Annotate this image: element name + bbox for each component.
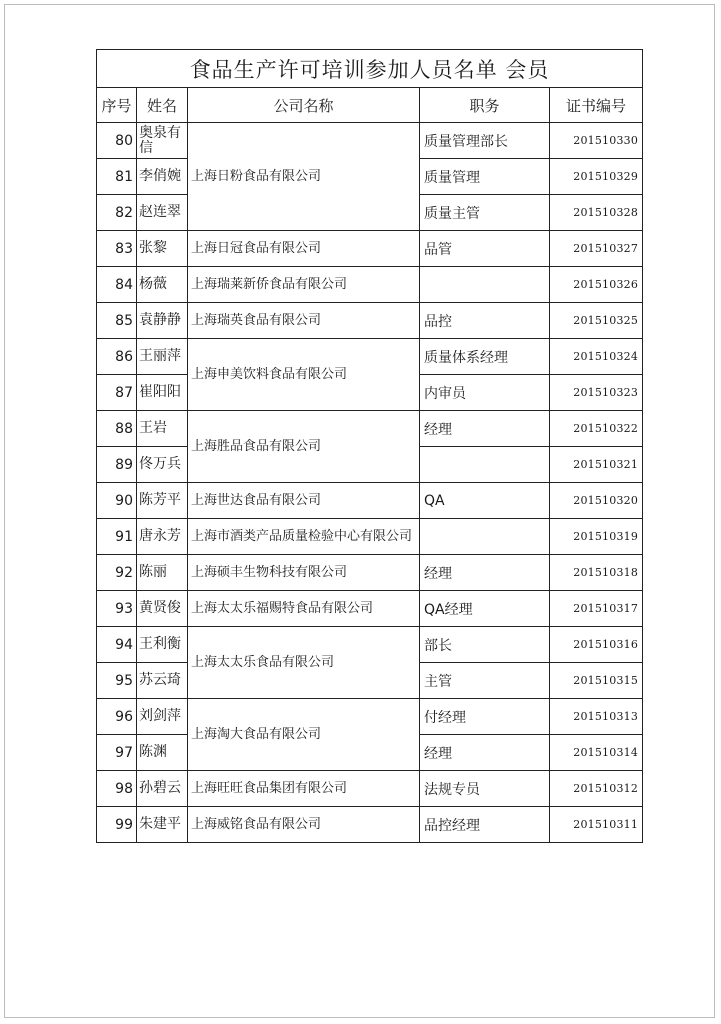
job-position: 质量体系经理 xyxy=(420,339,550,375)
certificate-number: 201510314 xyxy=(550,735,643,771)
table-row xyxy=(97,231,643,267)
company-name: 上海日冠食品有限公司 xyxy=(188,231,420,267)
job-position: 品管 xyxy=(420,231,550,267)
header-row xyxy=(97,88,643,123)
job-position xyxy=(420,267,550,303)
person-name: 苏云琦 xyxy=(137,663,188,699)
company-name: 上海日粉食品有限公司 xyxy=(188,123,420,231)
company-name: 上海太太乐食品有限公司 xyxy=(188,627,420,699)
row-number: 92 xyxy=(97,555,137,591)
job-position: 质量管理 xyxy=(420,159,550,195)
row-number: 96 xyxy=(97,699,137,735)
row-number: 83 xyxy=(97,231,137,267)
person-name: 孙碧云 xyxy=(137,771,188,807)
row-number: 87 xyxy=(97,375,137,411)
certificate-number: 201510313 xyxy=(550,699,643,735)
job-position xyxy=(420,519,550,555)
row-number: 84 xyxy=(97,267,137,303)
row-number: 99 xyxy=(97,807,137,843)
certificate-number: 201510321 xyxy=(550,447,643,483)
header-certificate: 证书编号 xyxy=(550,88,643,123)
person-name: 崔阳阳 xyxy=(137,375,188,411)
job-position: 质量主管 xyxy=(420,195,550,231)
job-position: 经理 xyxy=(420,411,550,447)
job-position: 部长 xyxy=(420,627,550,663)
row-number: 89 xyxy=(97,447,137,483)
table-row xyxy=(97,339,643,375)
job-position: 付经理 xyxy=(420,699,550,735)
company-name: 上海太太乐福赐特食品有限公司 xyxy=(188,591,420,627)
person-name: 陈渊 xyxy=(137,735,188,771)
person-name: 刘剑萍 xyxy=(137,699,188,735)
roster-table xyxy=(96,49,643,843)
row-number: 91 xyxy=(97,519,137,555)
certificate-number: 201510318 xyxy=(550,555,643,591)
certificate-number: 201510326 xyxy=(550,267,643,303)
certificate-number: 201510322 xyxy=(550,411,643,447)
certificate-number: 201510312 xyxy=(550,771,643,807)
job-position: 法规专员 xyxy=(420,771,550,807)
roster-body xyxy=(97,123,643,843)
job-position: 主管 xyxy=(420,663,550,699)
header-name: 姓名 xyxy=(137,88,188,123)
certificate-number: 201510329 xyxy=(550,159,643,195)
header-no: 序号 xyxy=(97,88,137,123)
table-row xyxy=(97,699,643,735)
certificate-number: 201510330 xyxy=(550,123,643,159)
job-position: 品控经理 xyxy=(420,807,550,843)
document-title: 食品生产许可培训参加人员名单 会员 xyxy=(97,50,643,88)
certificate-number: 201510324 xyxy=(550,339,643,375)
table-row xyxy=(97,519,643,555)
person-name: 张黎 xyxy=(137,231,188,267)
person-name: 佟万兵 xyxy=(137,447,188,483)
table-row xyxy=(97,807,643,843)
header-position: 职务 xyxy=(420,88,550,123)
company-name: 上海瑞莱新侨食品有限公司 xyxy=(188,267,420,303)
job-position: 质量管理部长 xyxy=(420,123,550,159)
company-name: 上海申美饮料食品有限公司 xyxy=(188,339,420,411)
certificate-number: 201510311 xyxy=(550,807,643,843)
certificate-number: 201510328 xyxy=(550,195,643,231)
job-position: 经理 xyxy=(420,735,550,771)
table-row xyxy=(97,591,643,627)
person-name: 赵连翠 xyxy=(137,195,188,231)
certificate-number: 201510319 xyxy=(550,519,643,555)
table-row xyxy=(97,771,643,807)
certificate-number: 201510320 xyxy=(550,483,643,519)
header-company: 公司名称 xyxy=(188,88,420,123)
job-position xyxy=(420,447,550,483)
row-number: 85 xyxy=(97,303,137,339)
person-name: 奥泉有信 xyxy=(137,123,188,159)
row-number: 90 xyxy=(97,483,137,519)
company-name: 上海旺旺食品集团有限公司 xyxy=(188,771,420,807)
job-position: QA xyxy=(420,483,550,519)
row-number: 97 xyxy=(97,735,137,771)
person-name: 袁静静 xyxy=(137,303,188,339)
row-number: 80 xyxy=(97,123,137,159)
job-position: 经理 xyxy=(420,555,550,591)
table-row xyxy=(97,123,643,159)
row-number: 98 xyxy=(97,771,137,807)
row-number: 88 xyxy=(97,411,137,447)
row-number: 93 xyxy=(97,591,137,627)
row-number: 95 xyxy=(97,663,137,699)
table-row xyxy=(97,303,643,339)
table-row xyxy=(97,555,643,591)
person-name: 陈丽 xyxy=(137,555,188,591)
certificate-number: 201510327 xyxy=(550,231,643,267)
person-name: 王丽萍 xyxy=(137,339,188,375)
person-name: 陈芳平 xyxy=(137,483,188,519)
certificate-number: 201510323 xyxy=(550,375,643,411)
person-name: 朱建平 xyxy=(137,807,188,843)
company-name: 上海市酒类产品质量检验中心有限公司 xyxy=(188,519,420,555)
company-name: 上海世达食品有限公司 xyxy=(188,483,420,519)
table-row xyxy=(97,627,643,663)
company-name: 上海淘大食品有限公司 xyxy=(188,699,420,771)
certificate-number: 201510316 xyxy=(550,627,643,663)
certificate-number: 201510315 xyxy=(550,663,643,699)
person-name: 王利衡 xyxy=(137,627,188,663)
company-name: 上海硕丰生物科技有限公司 xyxy=(188,555,420,591)
job-position: QA经理 xyxy=(420,591,550,627)
job-position: 内审员 xyxy=(420,375,550,411)
row-number: 94 xyxy=(97,627,137,663)
certificate-number: 201510325 xyxy=(550,303,643,339)
person-name: 唐永芳 xyxy=(137,519,188,555)
table-row xyxy=(97,267,643,303)
job-position: 品控 xyxy=(420,303,550,339)
person-name: 黄贤俊 xyxy=(137,591,188,627)
table-row xyxy=(97,411,643,447)
certificate-number: 201510317 xyxy=(550,591,643,627)
person-name: 杨薇 xyxy=(137,267,188,303)
row-number: 86 xyxy=(97,339,137,375)
row-number: 82 xyxy=(97,195,137,231)
company-name: 上海威铭食品有限公司 xyxy=(188,807,420,843)
table-row xyxy=(97,483,643,519)
row-number: 81 xyxy=(97,159,137,195)
person-name: 王岩 xyxy=(137,411,188,447)
person-name: 李俏婉 xyxy=(137,159,188,195)
company-name: 上海瑞英食品有限公司 xyxy=(188,303,420,339)
company-name: 上海胜品食品有限公司 xyxy=(188,411,420,483)
